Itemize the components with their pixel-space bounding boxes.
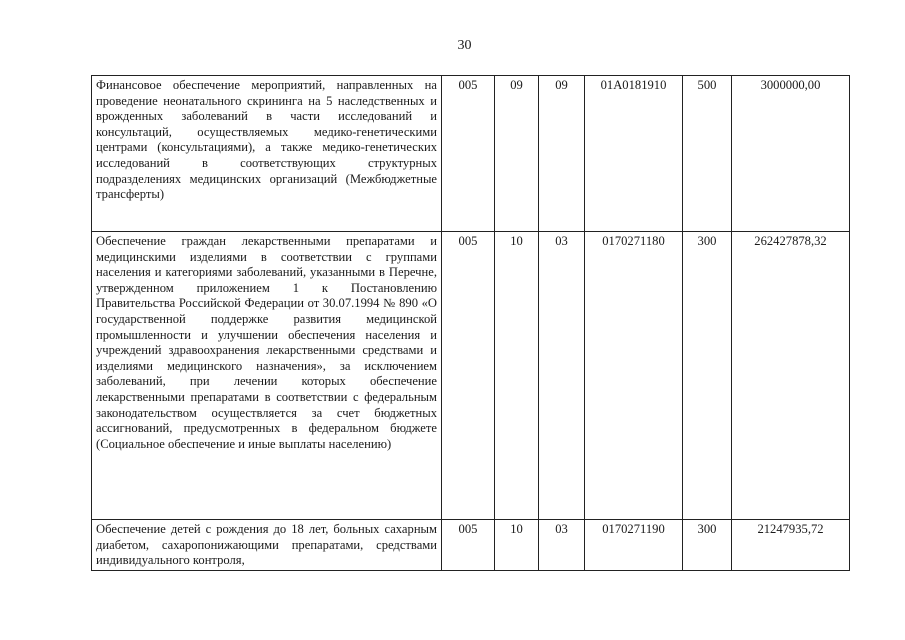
table-row (92, 520, 850, 571)
amount: 3000000,00 (732, 76, 850, 232)
row-description: Обеспечение граждан лекарственными препаратами и медицинскими изделиями в соответствии с группами населения и категориями заболеваний, указанными в Перечне, утвержденном приложением 1 к Постановлению Правительства Российской Федерации от 30.07.1994 № 890 «О государственной поддержке развития медицинской промышленности и улучшении обеспечения населения и учреждений здравоохранения лекарственными средствами и изделиями медицинского назначения», за исключением заболеваний, при лечении которых обеспечение лекарственными препаратами в соответствии с федеральным законодательством осуществляется за счет бюджетных ассигнований, предусмотренных в федеральном бюджете (Социальное обеспечение и иные выплаты населению) (92, 232, 442, 520)
table-row (92, 76, 850, 232)
row-description: Финансовое обеспечение мероприятий, направленных на проведение неонатального скрининга на 5 наследственных и врожденных заболеваний в части исследований и консультаций, осуществляемых медико-генетическими центрами (консультациями), а также медико-генетических исследований в соответствующих структурных подразделениях медицинских организаций (Межбюджетные трансферты) (92, 76, 442, 232)
amount: 262427878,32 (732, 232, 850, 520)
target-article-code: 01А0181910 (585, 76, 683, 232)
expense-type-code: 300 (683, 232, 732, 520)
ministry-code: 005 (442, 232, 495, 520)
ministry-code: 005 (442, 520, 495, 571)
subsection-code: 03 (539, 520, 585, 571)
section-code: 10 (495, 232, 539, 520)
expense-type-code: 300 (683, 520, 732, 571)
section-code: 09 (495, 76, 539, 232)
row-description: Обеспечение детей с рождения до 18 лет, больных сахарным диабетом, сахаропонижающими препаратами, средствами индивидуального контроля, (92, 520, 442, 571)
target-article-code: 0170271180 (585, 232, 683, 520)
subsection-code: 03 (539, 232, 585, 520)
target-article-code: 0170271190 (585, 520, 683, 571)
page-number: 30 (457, 38, 472, 53)
table-row (92, 232, 850, 520)
subsection-code: 09 (539, 76, 585, 232)
ministry-code: 005 (442, 76, 495, 232)
amount: 21247935,72 (732, 520, 850, 571)
expense-type-code: 500 (683, 76, 732, 232)
budget-table (91, 75, 850, 571)
section-code: 10 (495, 520, 539, 571)
